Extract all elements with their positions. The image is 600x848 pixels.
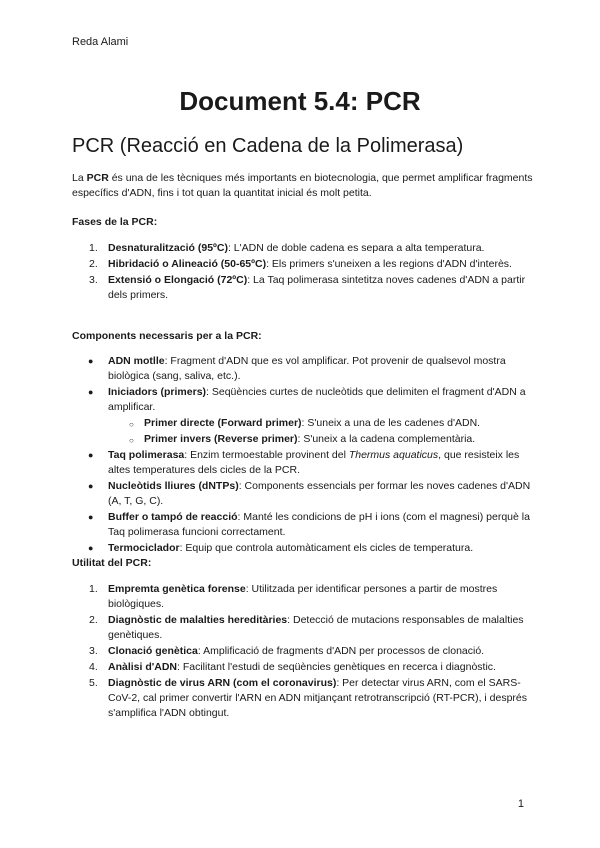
list-number: 2.	[89, 258, 98, 270]
item-text: : Detecció de mutacions responsables de malalties genètiques.	[108, 614, 524, 641]
item-term: Anàlisi d'ADN	[108, 661, 178, 673]
item-text: : Components essencials per formar les noves cadenes d'ADN (A, T, G, C).	[108, 480, 531, 507]
item-text: : L'ADN de doble cadena es separa a alta temperatura.	[227, 242, 485, 254]
item-term: Nucleòtids lliures (dNTPs)	[108, 480, 239, 492]
list-item	[72, 582, 534, 612]
item-text: : Enzim termoestable provinent del	[184, 449, 349, 461]
item-text: : Equip que controla automàticament els cicles de temperatura.	[179, 542, 474, 554]
list-number: 3.	[89, 274, 98, 286]
item-term: Desnaturalització (95ºC)	[108, 242, 228, 254]
list-item	[72, 541, 534, 556]
item-term: Iniciadors (primers)	[108, 386, 207, 398]
list-item	[72, 273, 534, 303]
list-item	[72, 676, 534, 721]
list-item	[72, 354, 534, 384]
sub-list-item	[108, 432, 534, 447]
utilitat-heading: Utilitat del PCR:	[72, 557, 152, 569]
item-text: : S'uneix a la cadena complementària.	[297, 433, 476, 445]
author-header: Reda Alami	[72, 36, 129, 48]
bullet-icon: ●	[88, 387, 94, 397]
item-text: : Facilitant l'estudi de seqüències genètiques en recerca i diagnòstic.	[177, 661, 496, 673]
fases-list	[72, 241, 534, 304]
sub-list-item	[108, 416, 534, 431]
intro-paragraph	[72, 171, 534, 201]
list-number: 5.	[89, 677, 98, 689]
item-text: : Els primers s'uneixen a les regions d'ADN d'interès.	[266, 258, 512, 270]
item-term: Extensió o Elongació (72ºC)	[108, 274, 248, 286]
item-text: : La Taq polimerasa sintetitza noves cadenes d'ADN a partir dels primers.	[108, 274, 526, 301]
list-item	[72, 510, 534, 540]
item-text: : Seqüències curtes de nucleòtids que delimiten el fragment d'ADN a amplificar.	[108, 386, 526, 413]
list-number: 2.	[89, 614, 98, 626]
list-item	[72, 660, 534, 675]
intro-pre: La	[72, 172, 87, 184]
item-term: ADN motlle	[108, 355, 165, 367]
list-number: 1.	[89, 242, 98, 254]
circle-bullet-icon: ○	[129, 436, 134, 445]
item-term: Primer directe (Forward primer)	[144, 417, 302, 429]
page-number: 1	[517, 798, 524, 810]
list-item	[72, 479, 534, 509]
components-heading: Components necessaris per a la PCR:	[72, 330, 262, 342]
item-text: : Manté les condicions de pH i ions (com el magnesi) perquè la Taq polimerasa funcioni correctament.	[108, 511, 530, 538]
item-text: : S'uneix a una de les cadenes d'ADN.	[301, 417, 481, 429]
circle-bullet-icon: ○	[129, 420, 134, 429]
intro-bold: PCR	[86, 172, 109, 184]
list-item	[72, 613, 534, 643]
item-text: : Per detectar virus ARN, com el SARS-CoV-2, cal primer convertir l'ARN en ADN mitjançant retrotranscripció (RT-PCR), i després s'amplifica l'ADN obtingut.	[108, 677, 528, 719]
list-number: 1.	[89, 583, 98, 595]
list-number: 4.	[89, 661, 98, 673]
item-term: Empremta genètica forense	[108, 583, 246, 595]
bullet-icon: ●	[88, 356, 94, 366]
list-number: 3.	[89, 645, 98, 657]
list-item	[72, 257, 534, 272]
item-text: , que resisteix les altes temperatures dels cicles de la PCR.	[108, 449, 520, 476]
document-subtitle: PCR (Reacció en Cadena de la Polimerasa)	[72, 135, 464, 157]
list-item	[72, 448, 534, 478]
utilitat-list	[72, 582, 534, 722]
components-list	[72, 354, 534, 557]
item-term: Diagnòstic de malalties hereditàries	[108, 614, 288, 626]
bullet-icon: ●	[88, 450, 94, 460]
item-text: : Amplificació de fragments d'ADN per processos de clonació.	[197, 645, 485, 657]
item-term: Diagnòstic de virus ARN (com el coronavirus)	[108, 677, 337, 689]
item-term: Primer invers (Reverse primer)	[144, 433, 298, 445]
list-item	[72, 385, 534, 447]
fases-heading: Fases de la PCR:	[72, 216, 158, 228]
item-text: : Fragment d'ADN que es vol amplificar. Pot provenir de qualsevol mostra biològica (sang, saliva, etc.).	[108, 355, 506, 382]
list-item	[72, 241, 534, 256]
species-name: Thermus aquaticus	[348, 449, 439, 461]
bullet-icon: ●	[88, 481, 94, 491]
item-text: : Utilitzada per identificar persones a partir de mostres biològiques.	[108, 583, 498, 610]
intro-post: és una de les tècniques més importants en biotecnologia, que permet amplificar fragments específics d'ADN, fins i tot quan la quantitat inicial és molt petita.	[72, 172, 533, 199]
item-term: Buffer o tampó de reacció	[108, 511, 238, 523]
item-term: Clonació genètica	[108, 645, 198, 657]
document-title: Document 5.4: PCR	[179, 86, 421, 116]
item-term: Taq polimerasa	[108, 449, 185, 461]
item-term: Termociclador	[108, 542, 180, 554]
item-term: Hibridació o Alineació (50-65ºC)	[108, 258, 267, 270]
bullet-icon: ●	[88, 543, 94, 553]
bullet-icon: ●	[88, 512, 94, 522]
primers-sublist	[108, 416, 534, 447]
list-item	[72, 644, 534, 659]
